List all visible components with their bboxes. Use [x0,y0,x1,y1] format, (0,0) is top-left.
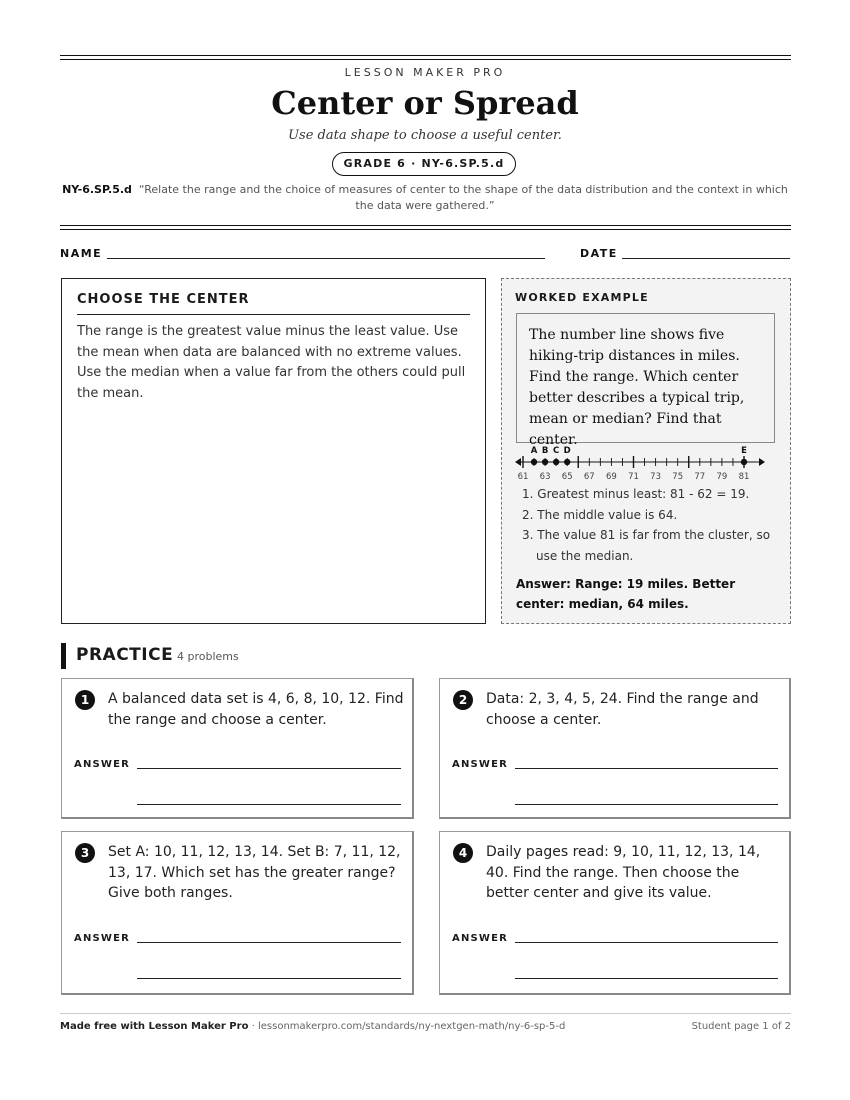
standard-text: “Relate the range and the choice of measures of center to the shape of the data distribution and the context in which the data were gathered.” [138,183,788,212]
answer-line-1[interactable] [137,942,401,943]
arrow-left-icon [515,458,521,466]
worked-example-steps [522,484,784,566]
worked-example-problem: The number line shows five hiking-trip distances in miles. Find the range. Which center better describes a typical trip, mean or median? Find that center. [516,313,775,443]
answer-line-2[interactable] [137,804,401,805]
step-2: 2. The middle value is 64. [522,507,678,522]
practice-count: 4 problems [177,650,239,663]
data-point [564,459,570,465]
date-label: DATE [580,247,618,260]
problem-number-badge: 2 [453,690,473,710]
footer-credit [60,1021,565,1032]
data-point-label: A [530,446,538,456]
answer-label: ANSWER [74,933,131,944]
number-line [514,441,774,487]
practice-heading: PRACTICE [76,645,174,665]
top-double-rule-1 [60,55,791,56]
footer-page-number: Student page 1 of 2 [691,1021,791,1032]
practice-problem-2 [439,678,791,819]
page-subtitle: Use data shape to choose a useful center. [288,128,562,143]
lesson-heading: CHOOSE THE CENTER [77,292,250,307]
data-point [741,459,747,465]
problem-number-badge: 4 [453,843,473,863]
worked-example-box [501,278,791,624]
header-double-rule-1 [60,225,791,226]
answer-line-1[interactable] [515,768,778,769]
practice-accent-bar [61,643,66,669]
problem-text: A balanced data set is 4, 6, 8, 10, 12. Find the range and choose a center. [108,691,404,728]
problem-text: Data: 2, 3, 4, 5, 24. Find the range and choose a center. [486,691,759,728]
problem-text: Set A: 10, 11, 12, 13, 14. Set B: 7, 11, 12, 13, 17. Which set has the greater range? Give both ranges. [108,844,401,901]
tick-label: 77 [694,472,706,482]
lesson-body: The range is the greatest value minus the least value. Use the mean when data are balanced with no extreme values. Use the median when a value far from the others could pull the mean. [77,324,466,401]
tick-label: 61 [517,472,529,482]
step-3: 3. The value 81 is far from the cluster, so use the median. [522,528,771,563]
tick-label: 71 [628,472,639,482]
arrow-right-icon [759,458,765,466]
brand-name: LESSON MAKER PRO [344,66,506,79]
tick-label: 75 [672,472,684,482]
tick-label: 65 [561,472,573,482]
practice-problem-1 [61,678,414,819]
header-double-rule-2 [60,229,791,230]
data-point-label: D [563,446,571,456]
problem-number-badge: 3 [75,843,95,863]
data-point [531,459,537,465]
name-field[interactable] [107,258,545,259]
name-label: NAME [60,247,103,260]
problem-text: Daily pages read: 9, 10, 11, 12, 13, 14, 40. Find the range. Then choose the better center and give its value. [486,844,761,901]
data-point [553,459,559,465]
standard-code: NY-6.SP.5.d [62,183,132,196]
data-point-label: B [541,446,549,456]
standard-description [62,182,788,214]
answer-line-2[interactable] [515,978,778,979]
practice-problem-4 [439,831,791,995]
answer-line-2[interactable] [137,978,401,979]
tick-label: 81 [738,472,750,482]
practice-problem-3 [61,831,414,995]
tick-label: 67 [583,472,595,482]
lesson-divider [77,314,470,315]
page-title: Center or Spread [271,84,579,122]
answer-label: ANSWER [452,933,509,944]
step-1: 1. Greatest minus least: 81 - 62 = 19. [522,487,750,501]
answer-line-1[interactable] [515,942,778,943]
top-double-rule-2 [60,59,791,60]
answer-label: ANSWER [74,759,131,770]
worked-example-answer: Answer: Range: 19 miles. Better center: median, 64 miles. [516,577,736,611]
answer-label: ANSWER [452,759,509,770]
footer-divider [60,1013,791,1014]
tick-label: 69 [605,472,617,482]
grade-badge: GRADE 6 · NY-6.SP.5.d [332,152,516,176]
data-point-label: E [741,446,747,456]
footer-url[interactable]: · lessonmakerpro.com/standards/ny-nextgen-math/ny-6-sp-5-d [248,1021,566,1032]
tick-label: 73 [650,472,662,482]
worked-example-heading: WORKED EXAMPLE [515,291,649,304]
data-point [542,459,548,465]
problem-number-badge: 1 [75,690,95,710]
answer-line-1[interactable] [137,768,401,769]
tick-label: 63 [539,472,551,482]
tick-label: 79 [716,472,728,482]
footer-made-with: Made free with Lesson Maker Pro [60,1021,249,1032]
answer-line-2[interactable] [515,804,778,805]
date-field[interactable] [622,258,790,259]
lesson-box [61,278,486,624]
data-point-label: C [553,446,560,456]
